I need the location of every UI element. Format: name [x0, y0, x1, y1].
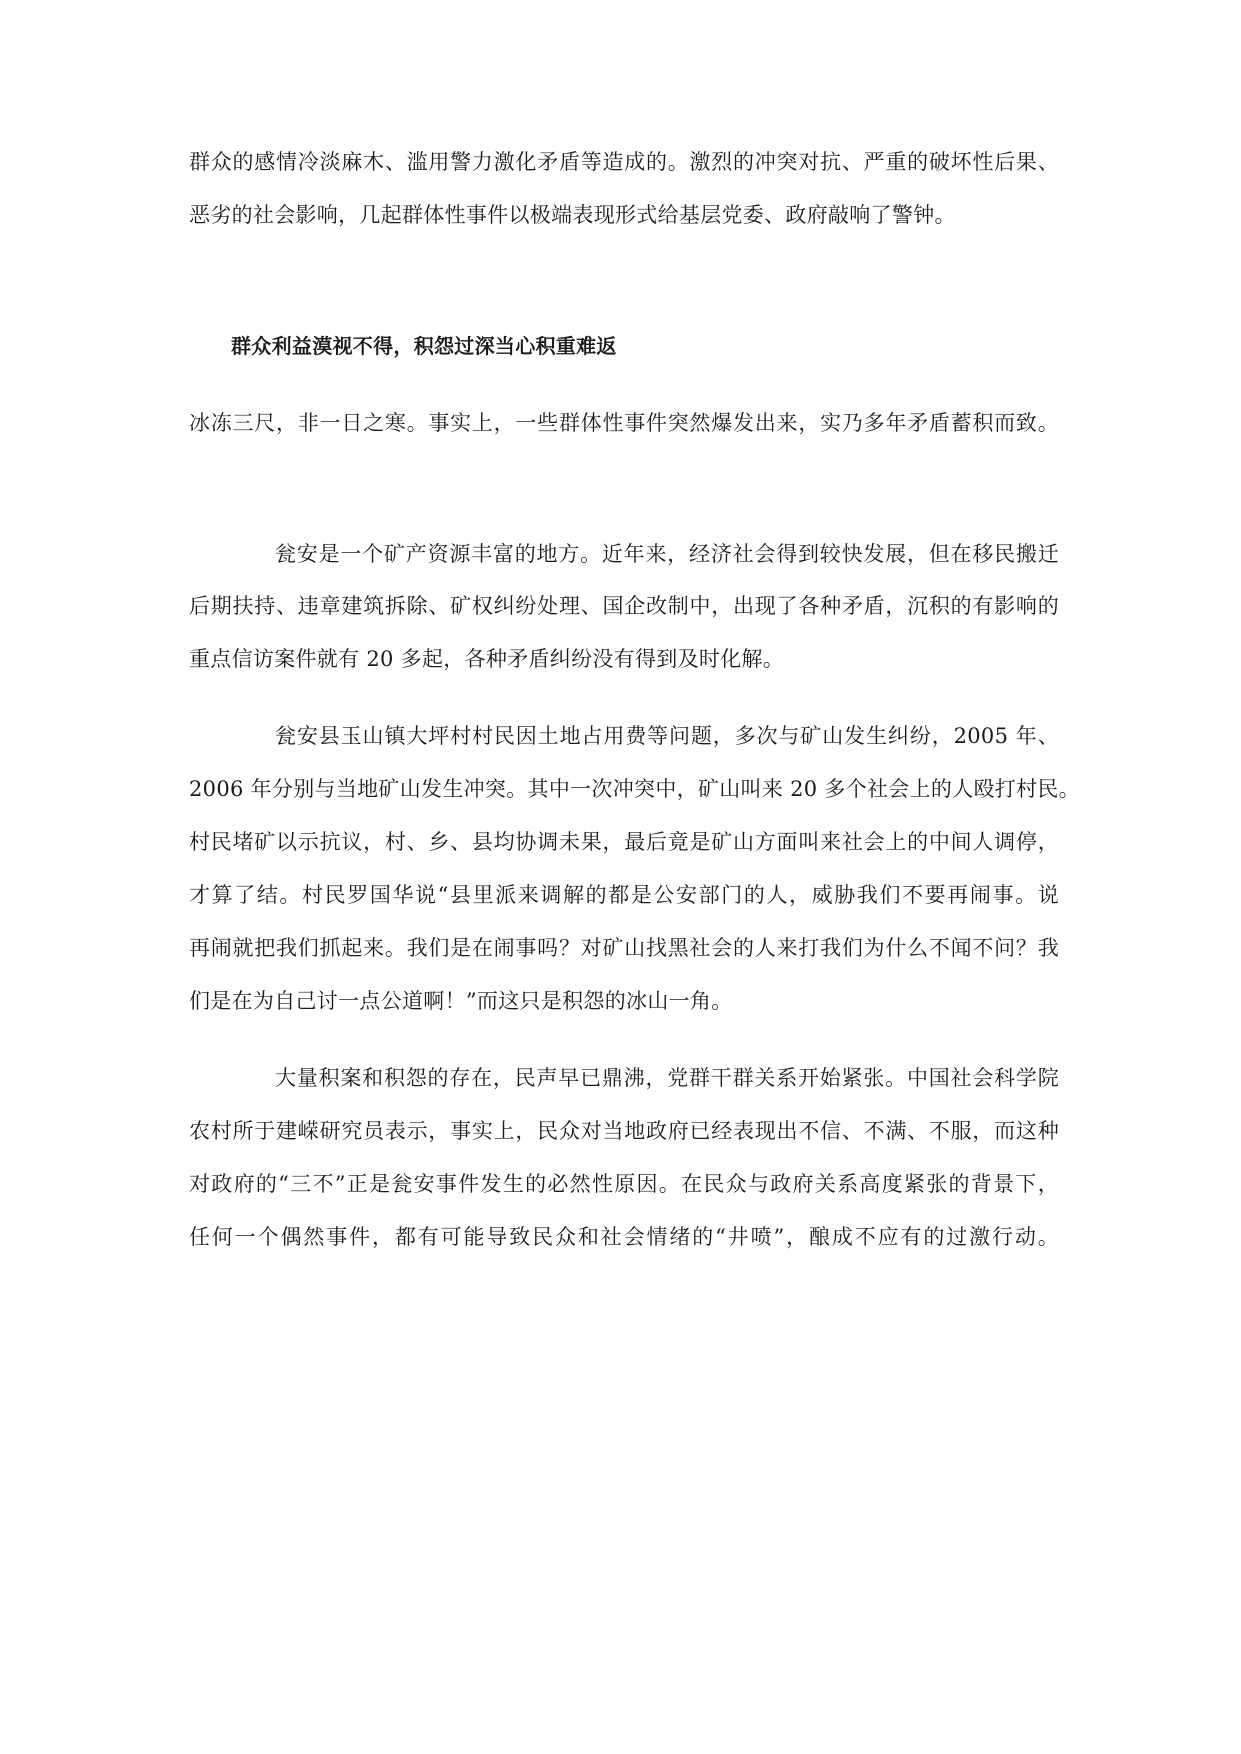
- para1-line-1: 瓮安是一个矿产资源丰富的地方。近年来，经济社会得到较快发展，但在移民搬迁: [275, 542, 1059, 566]
- para2-line-6: 们是在为自己讨一点公道啊！”而这只是积怨的冰山一角。: [189, 989, 733, 1013]
- para3-line-2: 农村所于建嵘研究员表示，事实上，民众对当地政府已经表现出不信、不满、不服，而这种: [189, 1119, 1059, 1143]
- section-heading: 群众利益漠视不得，积怨过深当心积重难返: [231, 334, 617, 358]
- intro-line-2: 恶劣的社会影响，几起群体性事件以极端表现形式给基层党委、政府敲响了警钟。: [189, 203, 956, 227]
- lead-paragraph: 冰冻三尺，非一日之寒。事实上，一些群体性事件突然爆发出来，实乃多年矛盾蓄积而致。: [189, 411, 1059, 435]
- para2-line-5: 再闹就把我们抓起来。我们是在闹事吗？对矿山找黑社会的人来打我们为什么不闻不问？我: [189, 936, 1059, 960]
- para2-line-3: 村民堵矿以示抗议，村、乡、县均协调未果，最后竟是矿山方面叫来社会上的中间人调停，: [189, 830, 1059, 854]
- intro-line-1: 群众的感情冷淡麻木、滥用警力激化矛盾等造成的。激烈的冲突对抗、严重的破坏性后果、: [189, 150, 1059, 174]
- para3-line-3: 对政府的“三不”正是瓮安事件发生的必然性原因。在民众与政府关系高度紧张的背景下，: [189, 1172, 1059, 1196]
- para2-line-4: 才算了结。村民罗国华说“县里派来调解的都是公安部门的人，威胁我们不要再闹事。说: [189, 883, 1059, 907]
- para2-line-2: 2006 年分别与当地矿山发生冲突。其中一次冲突中，矿山叫来 20 多个社会上的人殴打村民。: [189, 777, 1080, 801]
- para1-line-3: 重点信访案件就有 20 多起，各种矛盾纠纷没有得到及时化解。: [189, 647, 785, 671]
- para1-line-2: 后期扶持、违章建筑拆除、矿权纠纷处理、国企改制中，出现了各种矛盾，沉积的有影响的: [189, 594, 1059, 618]
- para3-line-4: 任何一个偶然事件，都有可能导致民众和社会情绪的“井喷”，酿成不应有的过激行动。: [189, 1225, 1059, 1249]
- para3-line-1: 大量积案和积怨的存在，民声早已鼎沸，党群干群关系开始紧张。中国社会科学院: [275, 1066, 1059, 1090]
- para2-line-1: 瓮安县玉山镇大坪村村民因土地占用费等问题，多次与矿山发生纠纷，2005 年、: [275, 724, 1059, 748]
